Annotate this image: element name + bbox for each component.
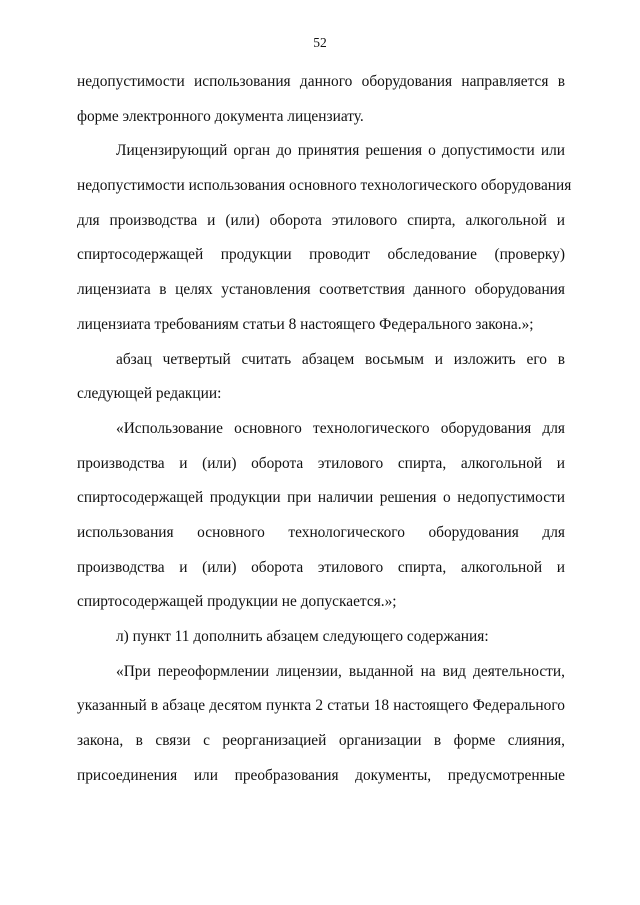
text-line: использования основного технологического оборудования для [77,523,565,541]
text-line: л) пункт 11 дополнить абзацем следующего содержания: [116,628,489,645]
text-line: производства и (или) оборота этилового спирта, алкогольной и [77,558,565,576]
text-line: указанный в абзаце десятом пункта 2 статьи 18 настоящего Федерального [77,697,565,715]
text-line: присоединения или преобразования документы, предусмотренные [77,766,565,784]
document-body [77,70,572,798]
text-line: спиртосодержащей продукции проводит обследование (проверку) [77,246,565,264]
text-line: производства и (или) оборота этилового спирта, алкогольной и [77,454,565,472]
text-line: спиртосодержащей продукции при наличии решения о недопустимости [77,489,565,507]
text-line: «Использование основного технологического оборудования для [116,419,565,437]
text-line: форме электронного документа лицензиату. [77,107,364,125]
text-line: лицензиата в целях установления соответствия данного оборудования [77,281,565,299]
text-line: для производства и (или) оборота этилового спирта, алкогольной и [77,211,565,229]
text-line: Лицензирующий орган до принятия решения о допустимости или [116,142,565,160]
text-line: лицензиата требованиям статьи 8 настоящего Федерального закона.»; [77,315,534,333]
text-line: закона, в связи с реорганизацией организации в форме слияния, [77,732,565,750]
page-number: 52 [313,35,327,50]
text-line: недопустимости использования основного технологического оборудования [77,177,572,195]
text-line: недопустимости использования данного оборудования направляется в [77,73,565,90]
text-line: абзац четвертый считать абзацем восьмым и изложить его в [116,350,565,368]
text-line: спиртосодержащей продукции не допускается.»; [77,593,397,611]
text-line: «При переоформлении лицензии, выданной на вид деятельности, [116,662,565,680]
text-line: следующей редакции: [77,385,222,403]
